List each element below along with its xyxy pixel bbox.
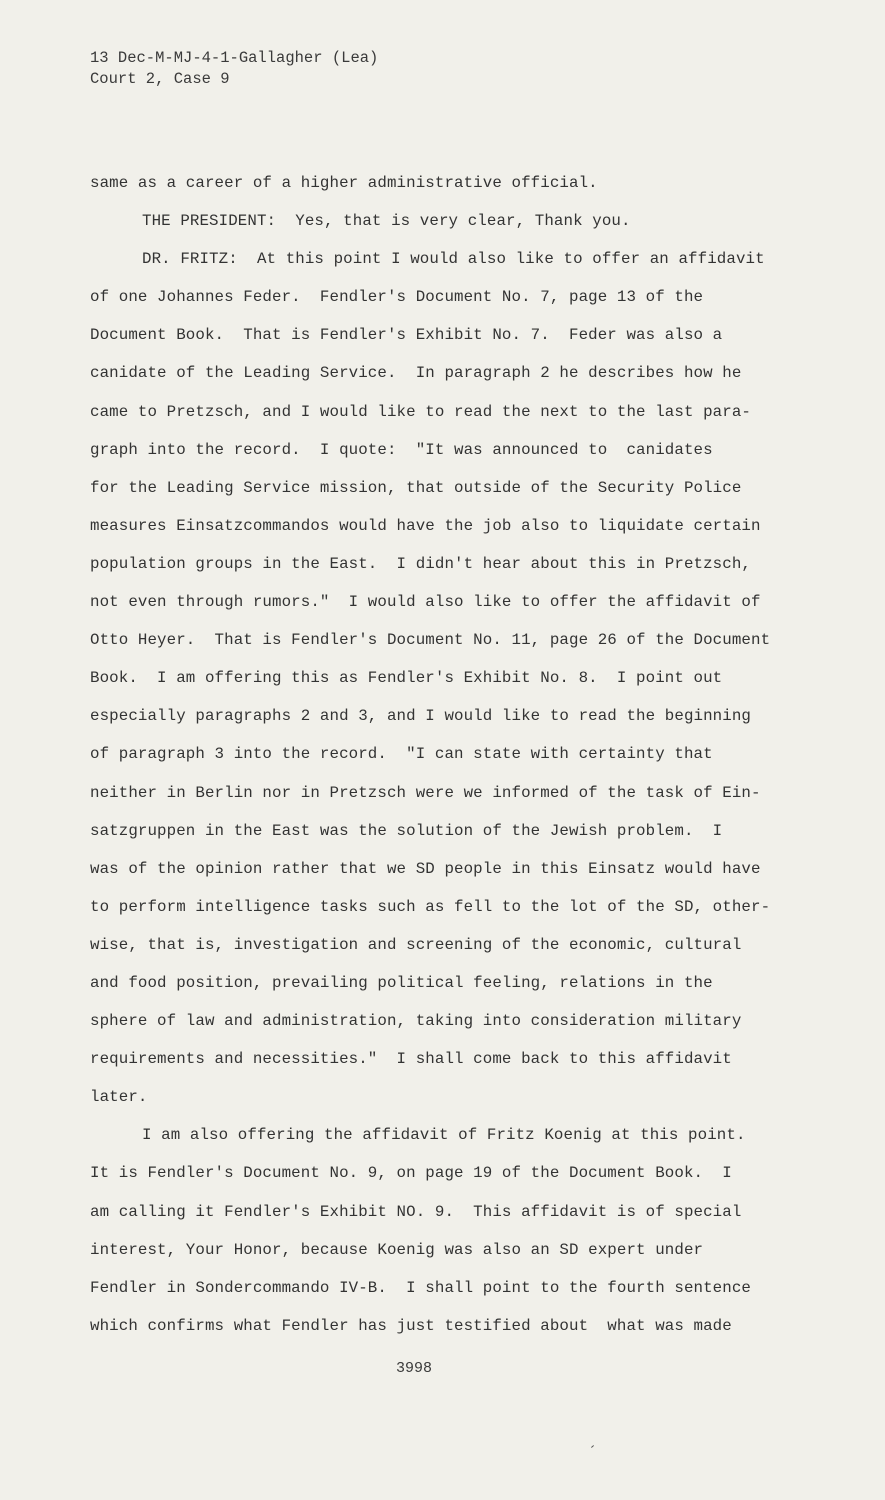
body-line: and food position, prevailing political feeling, relations in the xyxy=(90,973,713,992)
body-line: of one Johannes Feder. Fendler's Document No. 7, page 13 of the xyxy=(90,288,704,307)
header-court-case-line: Court 2, Case 9 xyxy=(90,70,230,88)
body-line: was of the opinion rather that we SD people in this Einsatz would have xyxy=(90,859,761,878)
body-line: Book. I am offering this as Fendler's Exhibit No. 8. I point out xyxy=(90,669,723,688)
document-header xyxy=(90,48,378,90)
body-line: measures Einsatzcommandos would have the job also to liquidate certain xyxy=(90,516,761,535)
body-line: wise, that is, investigation and screening of the economic, cultural xyxy=(90,935,742,954)
page-number: 3998 xyxy=(396,1360,433,1377)
body-line: satzgruppen in the East was the solution of the Jewish problem. I xyxy=(90,821,723,840)
body-line: Fendler in Sondercommando IV-B. I shall point to the fourth sentence xyxy=(90,1278,751,1297)
body-line: especially paragraphs 2 and 3, and I would like to read the beginning xyxy=(90,707,751,726)
body-line: which confirms what Fendler has just testified about what was made xyxy=(90,1316,732,1335)
body-line: later. xyxy=(90,1088,148,1107)
body-line: interest, Your Honor, because Koenig was also an SD expert under xyxy=(90,1240,704,1259)
body-line: It is Fendler's Document No. 9, on page 19 of the Document Book. I xyxy=(90,1164,732,1183)
body-line: am calling it Fendler's Exhibit NO. 9. This affidavit is of special xyxy=(90,1202,742,1221)
body-line: sphere of law and administration, taking into consideration military xyxy=(90,1012,742,1031)
body-line: to perform intelligence tasks such as fell to the lot of the SD, other- xyxy=(90,897,771,916)
body-line: for the Leading Service mission, that outside of the Security Police xyxy=(90,478,742,497)
body-line: population groups in the East. I didn't hear about this in Pretzsch, xyxy=(90,554,751,573)
body-line: neither in Berlin nor in Pretzsch were we informed of the task of Ein- xyxy=(90,783,761,802)
body-line: came to Pretzsch, and I would like to read the next to the last para- xyxy=(90,402,751,421)
body-line: canidate of the Leading Service. In paragraph 2 he describes how he xyxy=(90,364,742,383)
body-line: requirements and necessities." I shall come back to this affidavit xyxy=(90,1050,732,1069)
body-line: graph into the record. I quote: "It was announced to canidates xyxy=(90,440,713,459)
body-line: I am also offering the affidavit of Fritz Koenig at this point. xyxy=(142,1126,746,1145)
body-line: Otto Heyer. That is Fendler's Document No. 11, page 26 of the Document xyxy=(90,631,771,650)
body-line: THE PRESIDENT: Yes, that is very clear, Thank you. xyxy=(142,212,631,231)
transcript-body xyxy=(90,164,790,1345)
body-line: Document Book. That is Fendler's Exhibit No. 7. Feder was also a xyxy=(90,326,723,345)
body-line: same as a career of a higher administrative official. xyxy=(90,174,598,192)
body-line: DR. FRITZ: At this point I would also like to offer an affidavit xyxy=(142,250,765,269)
header-reference-line: 13 Dec-M-MJ-4-1-Gallagher (Lea) xyxy=(90,49,379,67)
body-line: not even through rumors." I would also like to offer the affidavit of xyxy=(90,593,761,612)
body-line: of paragraph 3 into the record. "I can state with certainty that xyxy=(90,745,713,764)
paper-speck xyxy=(591,1445,594,1448)
